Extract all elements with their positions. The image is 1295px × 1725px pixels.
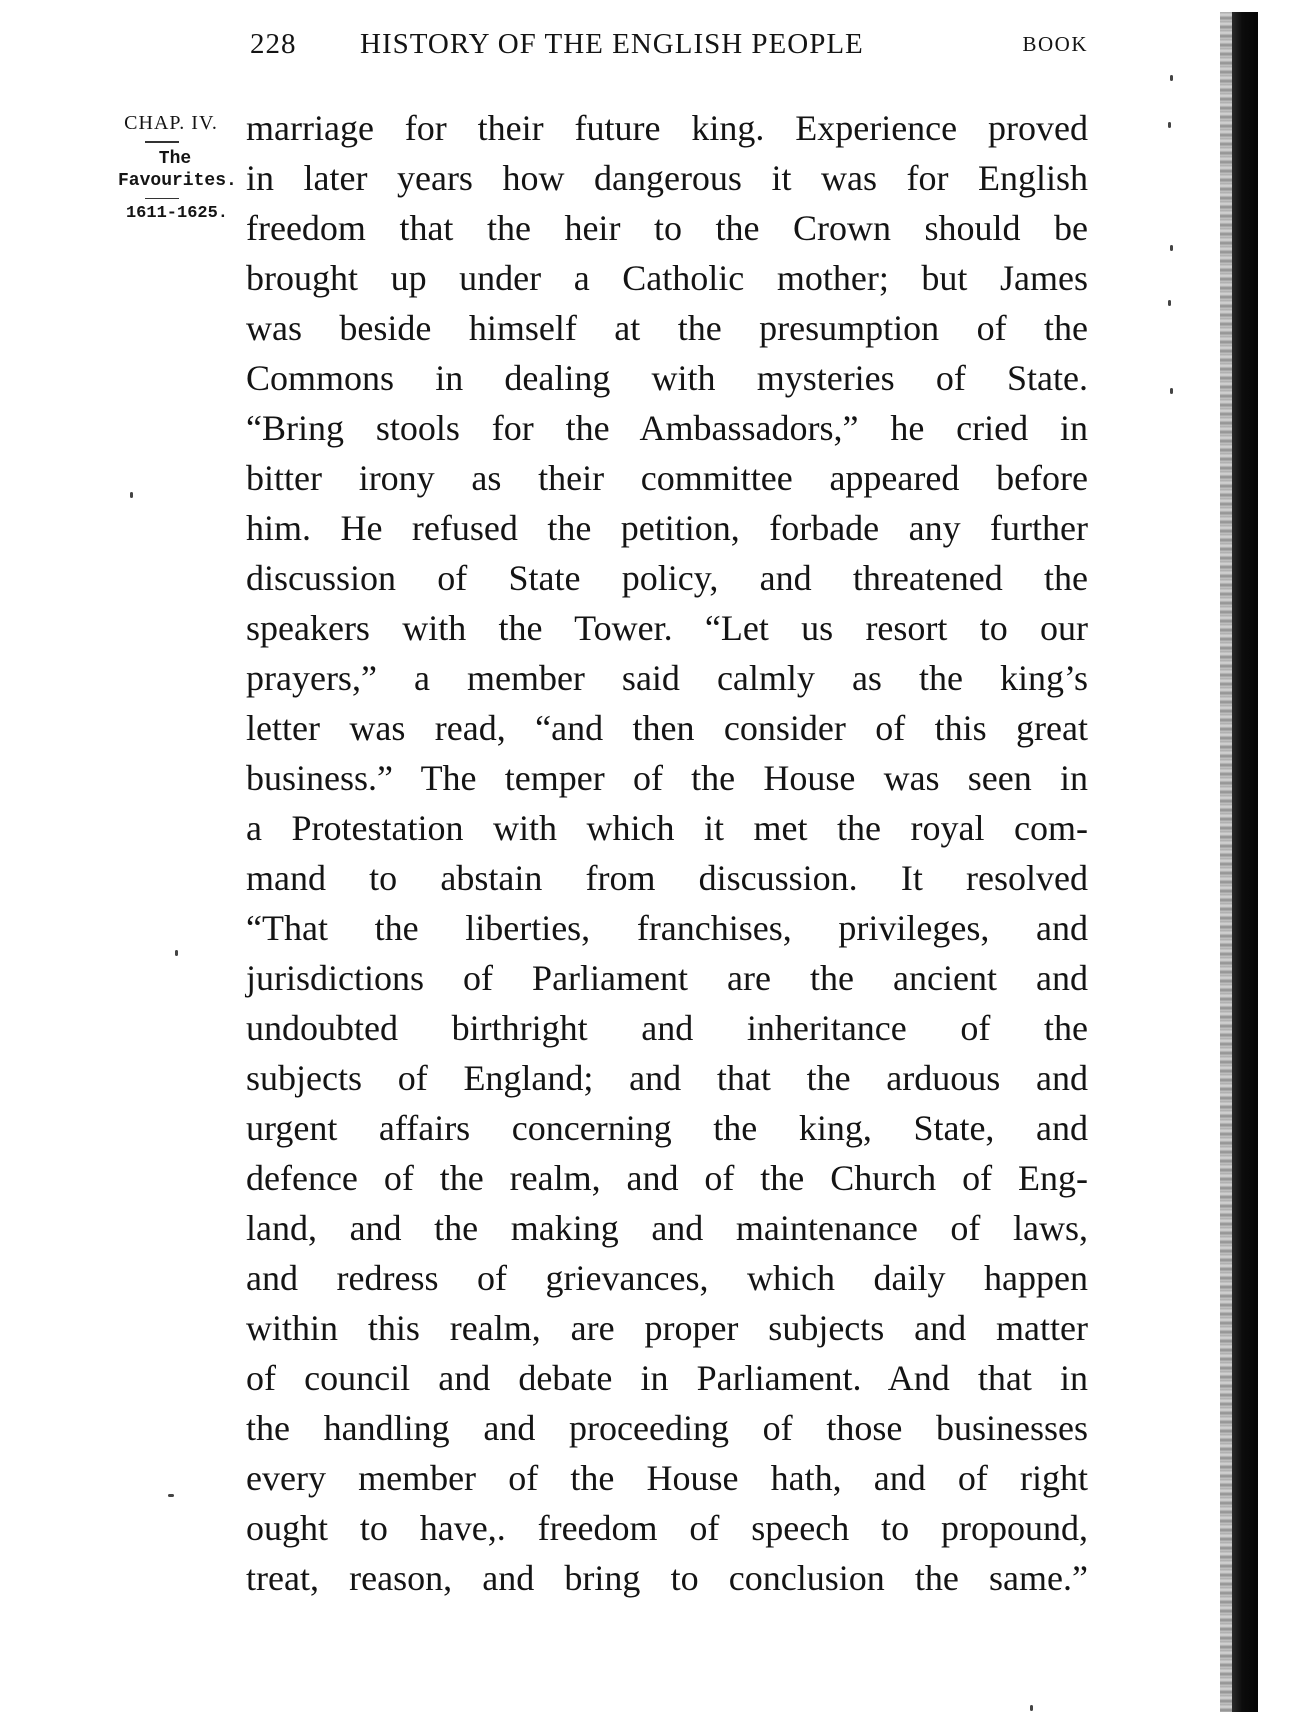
- ink-speck: [175, 950, 178, 956]
- text-line: freedom that the heir to the Crown should be: [246, 208, 1088, 248]
- ink-speck: [168, 1494, 174, 1497]
- running-head: [250, 28, 1088, 64]
- page-edge-shadow: [1220, 12, 1232, 1712]
- margin-notes: [92, 112, 237, 223]
- ink-speck: [1030, 1705, 1033, 1711]
- text-line: land, and the making and maintenance of laws,: [246, 1208, 1088, 1248]
- margin-rule: [145, 141, 179, 143]
- topic-line-2: Favourites.: [118, 170, 237, 191]
- book-label: BOOK: [1022, 32, 1088, 56]
- text-line: in later years how dangerous it was for English: [246, 158, 1088, 198]
- text-line: marriage for their future king. Experience proved: [246, 108, 1088, 148]
- ink-speck: [130, 492, 133, 498]
- text-line: within this realm, are proper subjects and matter: [246, 1308, 1088, 1348]
- text-line: him. He refused the petition, forbade any further: [246, 508, 1088, 548]
- ink-speck: [1168, 300, 1171, 306]
- text-line: “Bring stools for the Ambassadors,” he cried in: [246, 408, 1088, 448]
- text-line: bitter irony as their committee appeared before: [246, 458, 1088, 498]
- text-line: defence of the realm, and of the Church of Eng-: [246, 1158, 1088, 1198]
- text-line: was beside himself at the presumption of the: [246, 308, 1088, 348]
- years-label: 1611-1625.: [125, 204, 229, 223]
- text-line: undoubted birthright and inheritance of the: [246, 1008, 1088, 1048]
- book-title: HISTORY OF THE ENGLISH PEOPLE: [360, 28, 864, 60]
- text-line: urgent affairs concerning the king, State, and: [246, 1108, 1088, 1148]
- topic-line-1: The: [158, 148, 192, 169]
- ink-speck: [1168, 122, 1171, 128]
- text-line: prayers,” a member said calmly as the king’s: [246, 658, 1088, 698]
- text-line: business.” The temper of the House was seen in: [246, 758, 1088, 798]
- text-line: and redress of grievances, which daily happen: [246, 1258, 1088, 1298]
- text-line: jurisdictions of Parliament are the ancient and: [246, 958, 1088, 998]
- ink-speck: [1170, 245, 1173, 251]
- page-binding-edge: [1232, 12, 1258, 1712]
- text-line: treat, reason, and bring to conclusion the same.”: [246, 1558, 1088, 1598]
- text-line: the handling and proceeding of those businesses: [246, 1408, 1088, 1448]
- text-line: Commons in dealing with mysteries of State.: [246, 358, 1088, 398]
- text-line: every member of the House hath, and of right: [246, 1458, 1088, 1498]
- text-line: speakers with the Tower. “Let us resort to our: [246, 608, 1088, 648]
- text-line: discussion of State policy, and threatened the: [246, 558, 1088, 598]
- margin-rule: [145, 198, 179, 200]
- text-line: brought up under a Catholic mother; but James: [246, 258, 1088, 298]
- text-line: subjects of England; and that the arduous and: [246, 1058, 1088, 1098]
- text-line: mand to abstain from discussion. It resolved: [246, 858, 1088, 898]
- chapter-label: CHAP. IV.: [124, 112, 218, 134]
- page-number: 228: [250, 28, 297, 60]
- text-line: of council and debate in Parliament. And that in: [246, 1358, 1088, 1398]
- text-line: a Protestation with which it met the royal com-: [246, 808, 1088, 848]
- text-line: “That the liberties, franchises, privileges, and: [246, 908, 1088, 948]
- ink-speck: [1170, 75, 1173, 81]
- text-line: letter was read, “and then consider of this great: [246, 708, 1088, 748]
- ink-speck: [1170, 388, 1173, 394]
- body-text: [246, 103, 1088, 1603]
- text-line: ought to have,. freedom of speech to propound,: [246, 1508, 1088, 1548]
